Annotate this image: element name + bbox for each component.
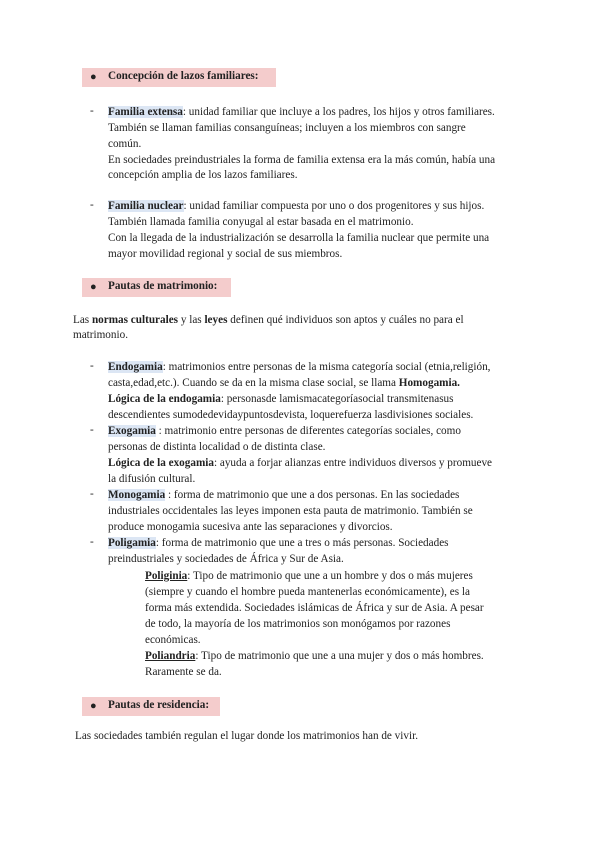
text: : forma de matrimonio que une a dos personas. En las sociedades — [165, 489, 460, 501]
exogamia-line4: la difusión cultural. — [108, 473, 196, 485]
term-logica-exogamia: Lógica de la exogamia — [108, 457, 214, 469]
familia-nuclear-line3: Con la llegada de la industrialización se desarrolla la familia nuclear que permite una — [108, 232, 490, 244]
familia-nuclear-line1 — [108, 199, 484, 214]
text: Las — [73, 314, 92, 326]
poligamia-line2: preindustriales y sociedades de África y Sur de Asia. — [108, 553, 344, 565]
bullet-icon: ● — [90, 281, 97, 293]
familia-extensa-line2: También se llaman familias consanguíneas; incluyen a los miembros con sangre — [108, 122, 466, 134]
poliginia-line5: económicas. — [145, 634, 201, 646]
poliginia-line4: de todo, la mayoría de los matrimonios son monógamos por razones — [145, 618, 451, 630]
bullet-icon: ● — [90, 700, 97, 712]
familia-extensa-line4: En sociedades preindustriales la forma de familia extensa era la más común, había una — [108, 154, 496, 166]
bullet-icon: ● — [90, 71, 97, 83]
exogamia-line1 — [108, 424, 461, 439]
endogamia-line3 — [108, 392, 454, 407]
monogamia-line2: industriales occidentales las leyes imponen esta pauta de matrimonio. También se — [108, 505, 473, 517]
text: : Tipo de matrimonio que une a una mujer y dos o más hombres. — [195, 650, 484, 662]
text: : unidad familiar compuesta por uno o dos progenitores y sus hijos. — [183, 200, 485, 212]
endogamia-line1 — [108, 360, 490, 375]
dash-icon: - — [90, 199, 94, 211]
residencia-line1: Las sociedades también regulan el lugar donde los matrimonios han de vivir. — [75, 730, 418, 742]
intro-line1 — [73, 313, 464, 328]
poliginia-line3: forma más extendida. Sociedades islámicas de África y sur de Asia. A pesar — [145, 602, 484, 614]
intro-line2: matrimonio. — [73, 329, 128, 341]
dash-icon: - — [90, 105, 94, 117]
dash-icon: - — [90, 536, 94, 548]
term-homogamia: Homogamia. — [398, 377, 460, 389]
term-poliandria: Poliandria — [145, 650, 196, 662]
endogamia-line4: descendientes sumodedevidaypuntosdevista, loquerefuerza lasdivisiones sociales. — [108, 409, 474, 421]
familia-nuclear-line2: También llamada familia conyugal al estar basada en el matrimonio. — [108, 216, 414, 228]
endogamia-line2 — [108, 376, 460, 391]
text: y las — [178, 314, 205, 326]
familia-extensa-line5: concepción amplia de los lazos familiares. — [108, 169, 298, 181]
text: : Tipo de matrimonio que une a un hombre y dos o más mujeres — [187, 570, 473, 582]
poligamia-line1 — [108, 536, 449, 551]
poliginia-line1 — [145, 569, 473, 584]
term-logica-endogamia: Lógica de la endogamia — [108, 393, 221, 405]
familia-extensa-line1 — [108, 105, 495, 120]
dash-icon: - — [90, 360, 94, 372]
monogamia-line1 — [108, 488, 459, 503]
poliandria-line1 — [145, 649, 484, 664]
text: : unidad familiar que incluye a los padres, los hijos y otros familiares. — [182, 106, 495, 118]
dash-icon: - — [90, 488, 94, 500]
exogamia-line3 — [108, 456, 492, 471]
poliginia-line2: (siempre y cuando el hombre pueda mantenerlas económicamente), es la — [145, 586, 470, 598]
term-exogamia: Exogamia — [108, 425, 156, 437]
familia-extensa-line3: común. — [108, 138, 142, 150]
term-leyes: leyes — [204, 314, 228, 326]
text: : ayuda a forjar alianzas entre individuos diversos y promueve — [213, 457, 493, 469]
text: definen qué individuos son aptos y cuáles no para el — [227, 314, 464, 326]
text: : forma de matrimonio que une a tres o más personas. Sociedades — [155, 537, 449, 549]
section-title: Pautas de matrimonio: — [108, 280, 218, 292]
poliandria-line2: Raramente se da. — [145, 666, 222, 678]
term-familia-nuclear: Familia nuclear — [108, 200, 184, 212]
dash-icon: - — [90, 424, 94, 436]
monogamia-line3: produce monogamia sucesiva ante las separaciones y divorcios. — [108, 521, 393, 533]
term-monogamia: Monogamia — [108, 489, 166, 501]
term-familia-extensa: Familia extensa — [108, 106, 183, 118]
exogamia-line2: personas de distinta localidad o de distinta clase. — [108, 441, 326, 453]
section-title: Pautas de residencia: — [108, 699, 210, 711]
text: : personasde lamismacategoríasocial transmitenasus — [220, 393, 454, 405]
term-poligamia: Poligamia — [108, 537, 156, 549]
familia-nuclear-line4: mayor movilidad regional y social de sus miembros. — [108, 248, 343, 260]
term-poliginia: Poliginia — [145, 570, 188, 582]
section-title: Concepción de lazos familiares: — [108, 70, 259, 82]
text: casta,edad,etc.). Cuando se da en la misma clase social, se llama — [108, 377, 399, 389]
term-endogamia: Endogamia — [108, 361, 163, 373]
term-normas: normas culturales — [91, 314, 179, 326]
text: : matrimonio entre personas de diferentes categorías sociales, como — [155, 425, 461, 437]
text: : matrimonios entre personas de la misma categoría social (etnia,religión, — [162, 361, 491, 373]
